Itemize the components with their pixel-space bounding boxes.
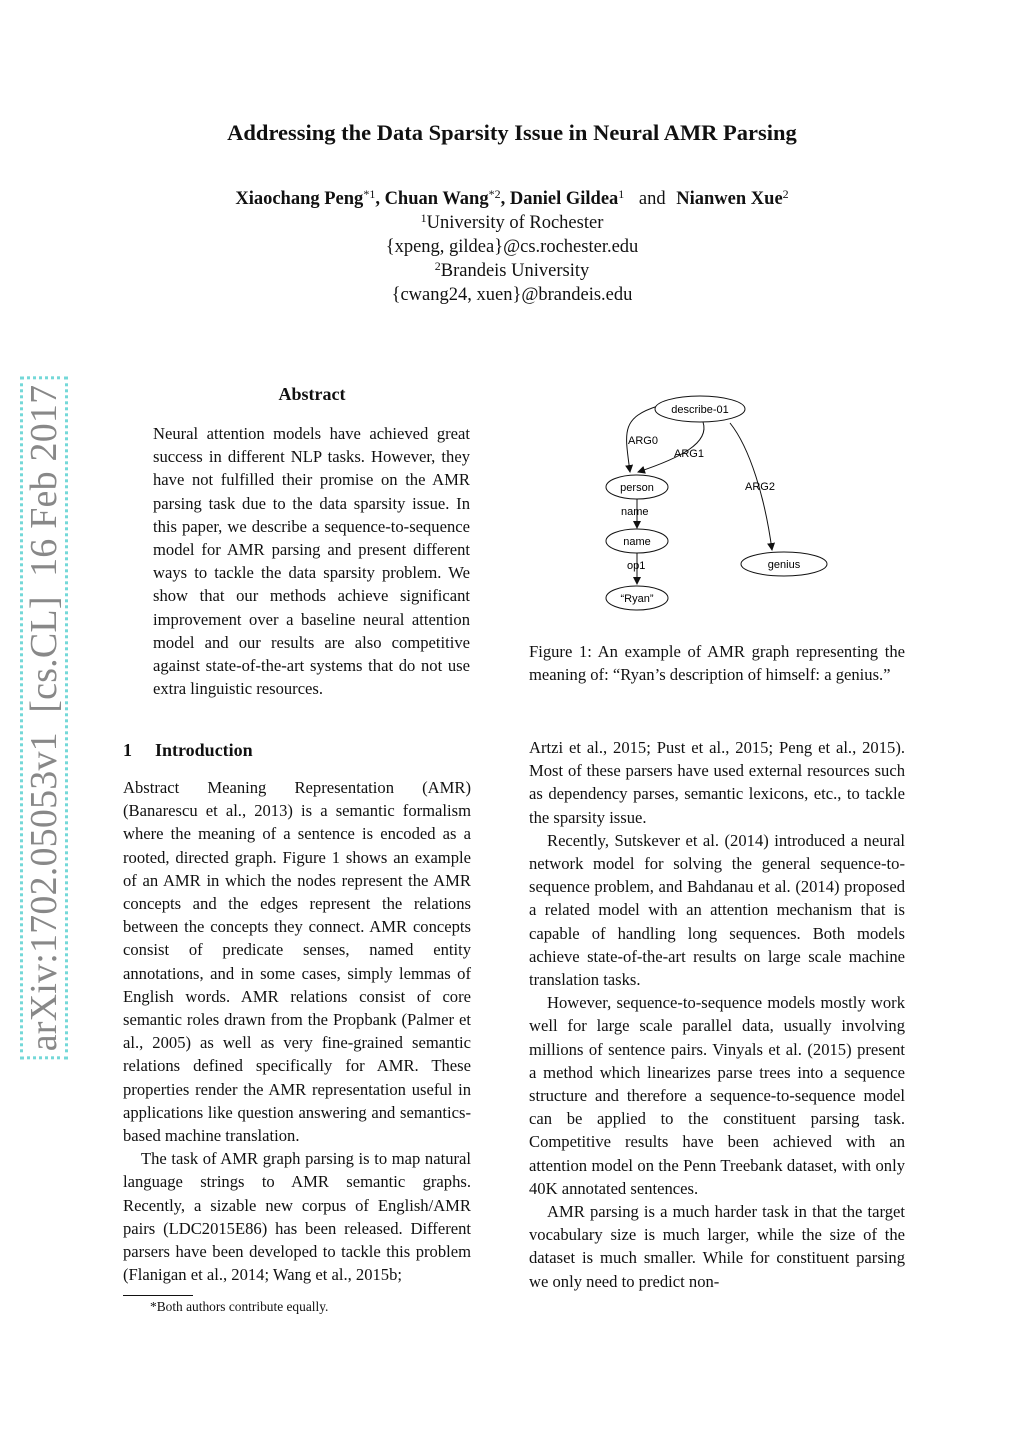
author-sup: *1 (363, 187, 376, 201)
node-name-label: name (623, 536, 651, 548)
author-name: Daniel Gildea (509, 189, 619, 209)
paragraph: However, sequence-to-sequence models mostly work well for large scale parallel data, usually involving millions of sentence pairs. Vinyals et al. (2015) present a method which linearizes parse trees into a sequence structure and therefore a sequence-to-sequence model can be applied to the constituent parsing task. Competitive results have been achieved with an attention model on the Penn Treebank dataset, with only 40K annotated sentences. (529, 993, 905, 1198)
paragraph: The task of AMR graph parsing is to map natural language strings to AMR semantic graphs. Recently, a sizable new corpus of English/AMR pairs (LDC2015E86) has been released. Different parsers have been developed to tackle this problem (Flanigan et al., 2014; Wang et al., 2015b; (123, 1149, 471, 1285)
author-sup: 2 (782, 187, 789, 201)
footnote-rule (123, 1295, 193, 1296)
paragraph: Artzi et al., 2015; Pust et al., 2015; Peng et al., 2015). Most of these parsers have used external resources such as dependency parses, semantic lexicons, etc., to tackle the sparsity issue. (529, 738, 905, 827)
amr-graph-figure (590, 388, 850, 620)
edge-label-arg1: ARG1 (674, 448, 704, 460)
author-block (0, 187, 1024, 307)
paragraph: Abstract Meaning Representation (AMR) (Banarescu et al., 2013) is a semantic formalism where the meaning of a sentence is encoded as a rooted, directed graph. Figure 1 shows an example of an AMR in which the nodes represent the AMR concepts and the edges represent the relations between the concepts they connect. AMR concepts consist of predicate senses, named entity annotations, and in some cases, simply lemmas of English words. AMR relations consist of core semantic roles drawn from the Propbank (Palmer et al., 2005) as well as very fine-grained semantic relations defined specifically for AMR. These properties render the AMR representation useful in applications like question answering and semantics-based machine translation. (123, 778, 471, 1146)
section-heading (123, 740, 253, 761)
node-genius-label: genius (767, 559, 801, 571)
figure-caption: Figure 1: An example of AMR graph representing the meaning of: “Ryan’s description of himself: a genius.” (529, 642, 905, 685)
right-column-body (529, 736, 905, 1293)
email-2: {cwang24, xuen}@brandeis.edu (391, 285, 633, 305)
abstract-text: Neural attention models have achieved great success in different NLP tasks. However, they have not fulfilled their promise on the AMR parsing task due to the data sparsity issue. In this paper, we describe a sequence-to-sequence model for AMR parsing and present different ways to tackle the data sparsity problem. We show that our methods achieve significant improvement over a baseline neural attention model and our results are also competitive against state-of-the-art systems that do not use extra linguistic resources. (153, 424, 470, 699)
affiliation-1: $^1$University of Rochester (420, 211, 604, 233)
paper-title: Addressing the Data Sparsity Issue in Neural AMR Parsing (227, 120, 797, 145)
node-person-label: person (620, 482, 654, 494)
edge-label-op1: op1 (627, 560, 646, 572)
abstract-heading: Abstract (278, 384, 346, 404)
node-describe-label: describe-01 (671, 404, 729, 416)
affiliation-2: $^2$Brandeis University (434, 259, 590, 281)
author-line: Xiaochang Peng$^{*1}$, Chuan Wang$^{*2}$, Daniel Gildea$^1$ and Nianwen Xue$^2$ (235, 187, 789, 209)
email-1: {xpeng, gildea}@cs.rochester.edu (385, 237, 639, 257)
edge-label-arg0: ARG0 (628, 435, 658, 447)
paragraph: AMR parsing is a much harder task in that the target vocabulary size is much larger, while the size of the dataset is much smaller. While for constituent parsing we only need to predict non- (529, 1202, 905, 1291)
footnote: *Both authors contribute equally. (150, 1299, 329, 1314)
author-sup: *2 (488, 187, 501, 201)
section-number: 1 (123, 740, 132, 760)
author-sup: 1 (618, 187, 625, 201)
author-name: Nianwen Xue (676, 189, 783, 209)
edge-arg1 (638, 422, 704, 472)
section-title: Introduction (155, 740, 253, 760)
arxiv-identifier (23, 384, 65, 1052)
author-name: Chuan Wang (384, 189, 489, 209)
left-column-body (123, 776, 471, 1286)
edge-label-arg2: ARG2 (745, 481, 775, 493)
and-word: and (638, 189, 666, 209)
author-name: Xiaochang Peng (235, 189, 364, 209)
edge-label-name: name (621, 506, 649, 518)
node-ryan-label: “Ryan” (620, 593, 654, 605)
arxiv-identifier-text: arXiv:1702.05053v1 [cs.CL] 16 Feb 2017 (24, 381, 64, 1056)
paragraph: Recently, Sutskever et al. (2014) introduced a neural network model for solving the general sequence-to-sequence problem, and Bahdanau et al. (2014) proposed a related model with an attention mechanism that is capable of handling long sequences. Both models achieve state-of-the-art results on large scale machine translation tasks. (529, 830, 905, 990)
